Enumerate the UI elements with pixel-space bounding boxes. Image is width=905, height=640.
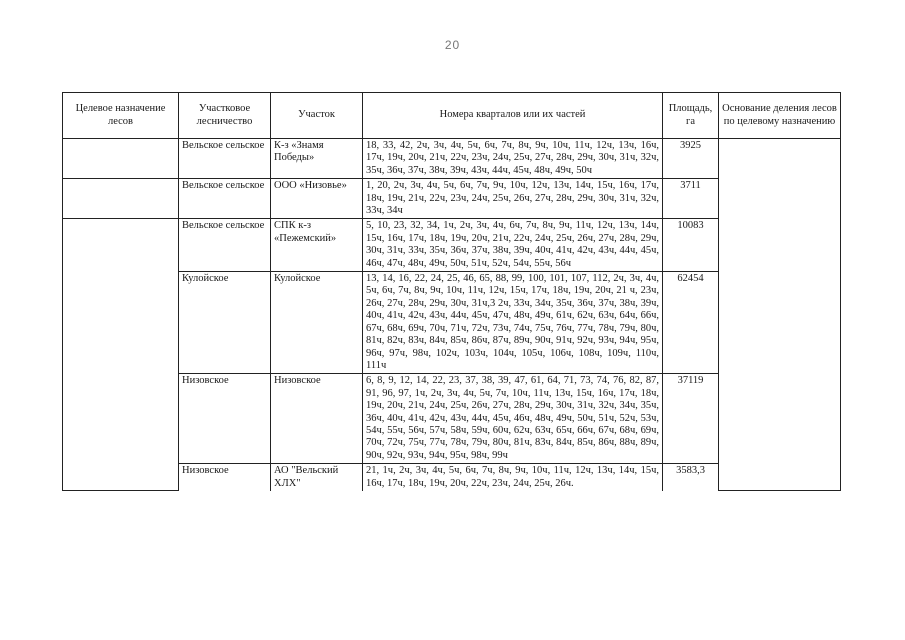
plot-cell: Кулойское (271, 272, 363, 374)
plot-cell: К-з «Знамя Победы» (271, 139, 363, 179)
district-cell: Кулойское (179, 272, 271, 374)
area-cell: 10083 (663, 219, 719, 272)
header-quarters: Номера кварталов или их частей (363, 93, 663, 139)
area-cell: 3711 (663, 179, 719, 219)
quarters-cell: 6, 8, 9, 12, 14, 22, 23, 37, 38, 39, 47, 61, 64, 71, 73, 74, 76, 82, 87, 91, 96, 97, 1ч, 2ч, 3ч, 4ч, 5ч, 7ч, 10ч, 11ч, 13ч, 15ч, 16ч, 17ч, 18ч, 19ч, 20ч, 21ч, 24ч, 25ч, 26ч, 27ч, 28ч, 29ч, 30ч, 31ч, 32ч, 34ч, 35ч, 36ч, 40ч, 41ч, 42ч, 43ч, 44ч, 45ч, 46ч, 48ч, 49ч, 50ч, 51ч, 52ч, 53ч, 54ч, 55ч, 56ч, 57ч, 58ч, 59ч, 60ч, 62ч, 63ч, 65ч, 66ч, 67ч, 68ч, 69ч, 70ч, 72ч, 75ч, 77ч, 78ч, 79ч, 80ч, 81ч, 83ч, 84ч, 85ч, 86ч, 88ч, 89ч, 90ч, 92ч, 93ч, 94ч, 95ч, 98ч, 99ч (363, 374, 663, 464)
purpose-cell (63, 219, 179, 491)
district-cell: Низовское (179, 374, 271, 464)
area-cell: 3583,3 (663, 464, 719, 491)
header-district: Участковое лесничество (179, 93, 271, 139)
table-row (63, 139, 841, 179)
district-cell: Вельское сельское (179, 139, 271, 179)
quarters-cell: 1, 20, 2ч, 3ч, 4ч, 5ч, 6ч, 7ч, 9ч, 10ч, 12ч, 13ч, 14ч, 15ч, 16ч, 17ч, 18ч, 19ч, 21ч, 22ч, 23ч, 24ч, 25ч, 26ч, 27ч, 28ч, 29ч, 30ч, 31ч, 32ч, 33ч, 34ч (363, 179, 663, 219)
plot-cell: Низовское (271, 374, 363, 464)
district-cell: Низовское (179, 464, 271, 491)
forest-allocation-table (62, 92, 841, 491)
header-basis: Основание деления лесов по целевому назначению (719, 93, 841, 139)
header-plot: Участок (271, 93, 363, 139)
table-header-row (63, 93, 841, 139)
area-cell: 3925 (663, 139, 719, 179)
quarters-cell: 5, 10, 23, 32, 34, 1ч, 2ч, 3ч, 4ч, 6ч, 7ч, 8ч, 9ч, 11ч, 12ч, 13ч, 14ч, 15ч, 16ч, 17ч, 18ч, 19ч, 20ч, 21ч, 22ч, 24ч, 25ч, 26ч, 27ч, 28ч, 29ч, 30ч, 31ч, 33ч, 35ч, 36ч, 37ч, 38ч, 39ч, 40ч, 41ч, 42ч, 43ч, 44ч, 45ч, 46ч, 47ч, 48ч, 49ч, 50ч, 51ч, 52ч, 54ч, 55ч, 56ч (363, 219, 663, 272)
purpose-cell (63, 179, 179, 219)
quarters-cell: 21, 1ч, 2ч, 3ч, 4ч, 5ч, 6ч, 7ч, 8ч, 9ч, 10ч, 11ч, 12ч, 13ч, 14ч, 15ч, 16ч, 17ч, 18ч, 19ч, 20ч, 22ч, 23ч, 24ч, 25ч, 26ч. (363, 464, 663, 491)
header-area: Площадь, га (663, 93, 719, 139)
district-cell: Вельское сельское (179, 219, 271, 272)
plot-cell: ООО «Низовье» (271, 179, 363, 219)
plot-cell: АО "Вельский ХЛХ" (271, 464, 363, 491)
plot-cell: СПК к-з «Пежемский» (271, 219, 363, 272)
page-number: 20 (444, 38, 461, 52)
header-purpose: Целевое назначение лесов (63, 93, 179, 139)
quarters-cell: 13, 14, 16, 22, 24, 25, 46, 65, 88, 99, 100, 101, 107, 112, 2ч, 3ч, 4ч, 5ч, 6ч, 7ч, 8ч, 9ч, 10ч, 11ч, 12ч, 15ч, 17ч, 18ч, 19ч, 20ч, 21 ч, 23ч, 26ч, 27ч, 28ч, 29ч, 30ч, 31ч,3 2ч, 33ч, 34ч, 35ч, 36ч, 37ч, 38ч, 39ч, 40ч, 41ч, 42ч, 43ч, 44ч, 45ч, 47ч, 48ч, 49ч, 61ч, 62ч, 63ч, 64ч, 66ч, 67ч, 68ч, 69ч, 70ч, 71ч, 72ч, 73ч, 74ч, 75ч, 76ч, 77ч, 78ч, 79ч, 80ч, 81ч, 82ч, 83ч, 84ч, 85ч, 86ч, 87ч, 89ч, 90ч, 91ч, 92ч, 93ч, 94ч, 95ч, 96ч, 97ч, 98ч, 102ч, 103ч, 104ч, 105ч, 106ч, 108ч, 109ч, 110ч, 111ч (363, 272, 663, 374)
area-cell: 37119 (663, 374, 719, 464)
purpose-cell (63, 139, 179, 179)
basis-cell (719, 139, 841, 491)
quarters-cell: 18, 33, 42, 2ч, 3ч, 4ч, 5ч, 6ч, 7ч, 8ч, 9ч, 10ч, 11ч, 12ч, 13ч, 16ч, 17ч, 19ч, 20ч, 21ч, 22ч, 23ч, 24ч, 25ч, 27ч, 28ч, 29ч, 30ч, 31ч, 32ч, 35ч, 36ч, 37ч, 38ч, 39ч, 43ч, 44ч, 45ч, 48ч, 49ч, 50ч (363, 139, 663, 179)
area-cell: 62454 (663, 272, 719, 374)
district-cell: Вельское сельское (179, 179, 271, 219)
